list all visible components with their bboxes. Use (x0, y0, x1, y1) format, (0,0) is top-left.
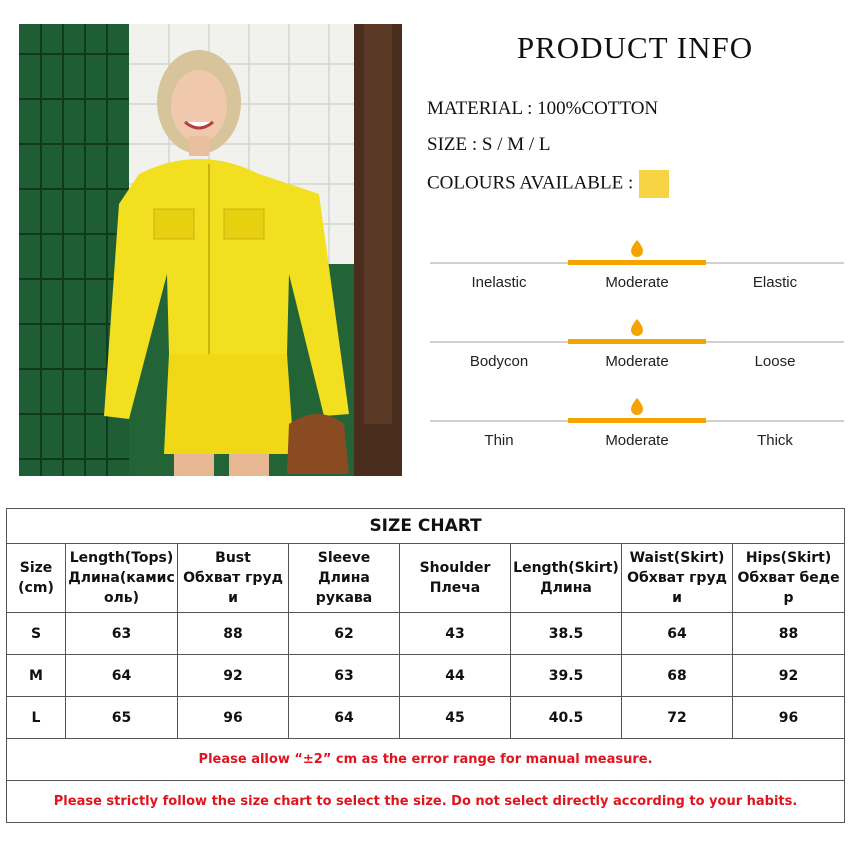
size-chart-title: SIZE CHART (7, 509, 845, 544)
colours-line (427, 170, 669, 198)
scale-right-label: Thick (757, 432, 793, 449)
header-length-tops: Length(Tops) Длина(камис оль) (66, 544, 178, 613)
cell: 92 (733, 655, 845, 697)
cell: 72 (622, 697, 733, 739)
cell: 88 (733, 613, 845, 655)
cell: 43 (400, 613, 511, 655)
product-photo (19, 24, 402, 476)
scale-left-label: Bodycon (469, 353, 529, 370)
cell: 62 (289, 613, 400, 655)
header-size: Size (cm) (7, 544, 66, 613)
scale-fill (568, 260, 706, 265)
size-chart-table (6, 508, 845, 823)
header-sleeve: Sleeve Длина рукава (289, 544, 400, 613)
error-range-note: Please allow “±2” cm as the error range for manual measure. (7, 739, 845, 781)
cell: 65 (66, 697, 178, 739)
cell-size: S (7, 613, 66, 655)
scale-fill (568, 418, 706, 423)
cell: 44 (400, 655, 511, 697)
product-info-title: PRODUCT INFO (516, 30, 754, 65)
cell: 39.5 (511, 655, 622, 697)
fit-scale (430, 319, 844, 379)
header-shoulder: Shoulder Плеча (400, 544, 511, 613)
scale-right-label: Loose (754, 353, 796, 370)
header-bust: Bust Обхват груд и (178, 544, 289, 613)
scale-middle-label: Moderate (605, 432, 669, 449)
scale-pin-icon (630, 398, 644, 416)
cell: 96 (733, 697, 845, 739)
table-row (7, 655, 845, 697)
cell-size: L (7, 697, 66, 739)
table-row (7, 613, 845, 655)
header-length-skirt: Length(Skirt) Длина (511, 544, 622, 613)
cell: 68 (622, 655, 733, 697)
cell: 64 (622, 613, 733, 655)
table-row (7, 697, 845, 739)
scale-pin-icon (630, 319, 644, 337)
cell: 38.5 (511, 613, 622, 655)
cell-size: M (7, 655, 66, 697)
cell: 45 (400, 697, 511, 739)
colours-label: COLOURS AVAILABLE : (427, 172, 634, 194)
cell: 64 (289, 697, 400, 739)
cell: 64 (66, 655, 178, 697)
thickness-scale (430, 398, 844, 458)
yellow-swatch[interactable] (639, 170, 669, 198)
size-line: SIZE : S / M / L (427, 134, 551, 155)
header-waist-skirt: Waist(Skirt) Обхват груд и (622, 544, 733, 613)
cell: 88 (178, 613, 289, 655)
size-chart-header-row (7, 544, 845, 613)
cell: 63 (66, 613, 178, 655)
scale-middle-label: Moderate (605, 353, 669, 370)
cell: 40.5 (511, 697, 622, 739)
elasticity-scale (430, 240, 844, 300)
scale-right-label: Elastic (752, 274, 798, 291)
scale-pin-icon (630, 240, 644, 258)
scale-fill (568, 339, 706, 344)
scale-left-label: Thin (484, 432, 514, 449)
size-advice-note: Please strictly follow the size chart to select the size. Do not select directly according to your habits. (7, 781, 845, 823)
scale-left-label: Inelastic (471, 274, 527, 291)
header-hips-skirt: Hips(Skirt) Обхват беде р (733, 544, 845, 613)
cell: 92 (178, 655, 289, 697)
scale-middle-label: Moderate (605, 274, 669, 291)
cell: 96 (178, 697, 289, 739)
cell: 63 (289, 655, 400, 697)
material-line: MATERIAL : 100%COTTON (427, 98, 659, 119)
